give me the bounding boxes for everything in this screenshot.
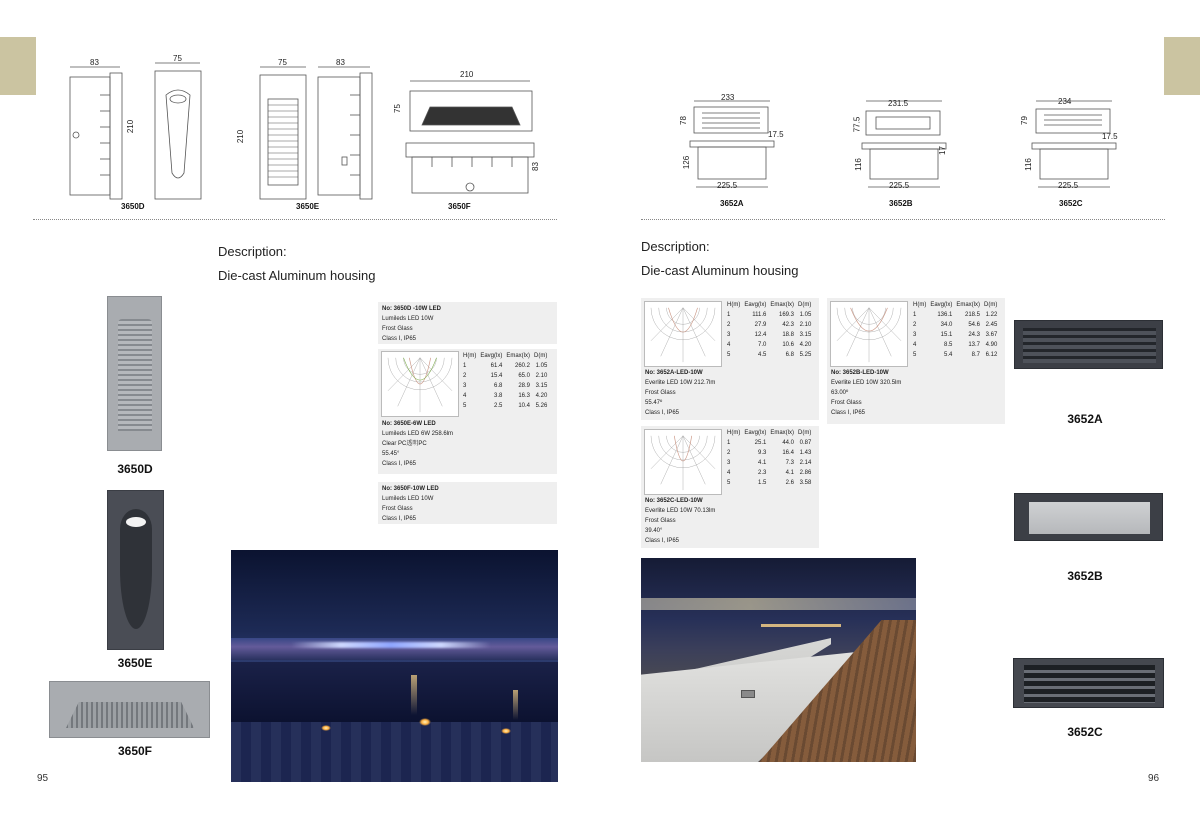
spec-box-3652a: [641, 298, 819, 420]
table-row: 2 34.0 54.6 2.45: [913, 322, 998, 328]
dim-3652a-flange: 17.5: [768, 130, 784, 139]
table-header: D(m): [984, 302, 998, 308]
page-number-right: 96: [1148, 773, 1160, 784]
description-right: [641, 235, 799, 283]
photometric-table-3652a: [725, 300, 813, 360]
louver-grille: [1024, 665, 1155, 703]
table-header: H(m): [727, 302, 741, 308]
dim-3650d-width: 83: [90, 58, 99, 67]
dim-3652a-height: 78: [678, 116, 688, 125]
product-image-3652a: [1014, 320, 1163, 369]
table-row: 3 15.1 24.3 3.67: [913, 332, 998, 338]
table-header: Eavg(lx): [744, 430, 767, 436]
dim-3650e-height: 210: [236, 129, 246, 144]
spec-line: 39.40°: [645, 528, 663, 534]
divider-left: [33, 219, 557, 220]
table-row: 5 5.4 8.7 6.12: [913, 352, 998, 358]
table-header: Eavg(lx): [930, 302, 953, 308]
description-body: Die-cast Aluminum housing: [641, 263, 799, 278]
frosted-glass-panel: [1029, 502, 1150, 534]
dim-3652b-top: 231.5: [888, 99, 909, 108]
led-lens: [126, 517, 146, 527]
product-caption-3652b: 3652B: [1067, 569, 1103, 583]
spec-line: Class I, IP65: [382, 336, 417, 342]
table-header: Emax(lx): [956, 302, 981, 308]
dim-3650f-width: 210: [460, 70, 474, 79]
spec-line: 55.45°: [382, 451, 400, 457]
spec-box-3650d: [378, 302, 557, 344]
spec-line: Class I, IP65: [645, 410, 680, 416]
dim-3652b-depth: 116: [853, 158, 863, 171]
page-number-left: 95: [37, 773, 49, 784]
spec-line: Frost Glass: [382, 506, 413, 512]
drawing-caption-3650e: 3650E: [296, 202, 320, 211]
spec-line: Frost Glass: [831, 400, 862, 406]
dim-3652a-depth: 126: [682, 155, 692, 170]
table-header: Eavg(lx): [744, 302, 767, 308]
drawing-caption-3650f: 3650F: [448, 202, 471, 211]
spec-line: Frost Glass: [645, 518, 676, 524]
table-header: Emax(lx): [506, 353, 531, 359]
dim-3650f-height: 75: [392, 104, 402, 113]
spec-line: Everlite LED 10W 320.5lm: [831, 380, 902, 386]
product-caption-3650e: 3650E: [117, 656, 153, 670]
table-header: Eavg(lx): [480, 353, 503, 359]
table-row: 4 2.3 4.1 2.86: [727, 470, 812, 476]
page-tab-right: [1164, 37, 1200, 95]
spec-line: Lumileds LED 10W: [382, 316, 434, 322]
photometric-diagram: [830, 301, 908, 367]
louver-grille: [66, 702, 194, 728]
photo-rooftop-deck: [641, 558, 916, 762]
description-title: Description:: [641, 239, 710, 254]
technical-drawings-3652: [680, 95, 1130, 195]
spec-line: 55.47º: [645, 400, 663, 406]
table-row: 4 7.0 10.6 4.20: [727, 342, 812, 348]
spec-text-3652c: [645, 496, 715, 546]
product-image-3652c: [1013, 658, 1164, 708]
page-tab-left: [0, 37, 36, 95]
table-row: 4 3.8 16.3 4.20: [463, 393, 548, 399]
description-body: Die-cast Aluminum housing: [218, 268, 376, 283]
spec-line: Everlite LED 10W 212.7lm: [645, 380, 716, 386]
spec-box-3652b: [827, 298, 1005, 424]
table-header: Emax(lx): [770, 430, 795, 436]
spec-box-3650e: [378, 349, 557, 474]
table-row: 1 61.4 260.2 1.05: [463, 363, 548, 369]
spec-line: No: 3650D -10W LED: [382, 306, 442, 312]
table-header: H(m): [727, 430, 741, 436]
dim-3652c-top: 234: [1058, 97, 1072, 106]
table-row: 5 4.5 6.8 5.25: [727, 352, 812, 358]
table-header: D(m): [798, 430, 812, 436]
spec-line: 63.00º: [831, 390, 849, 396]
table-row: 2 9.3 16.4 1.43: [727, 450, 812, 456]
spec-line: Lumileds LED 10W: [382, 496, 434, 502]
table-row: 2 15.4 65.0 2.10: [463, 373, 548, 379]
photo-night-harbor: [231, 550, 558, 782]
dim-3650f-depth: 83: [530, 162, 540, 171]
spec-text-3652a: [645, 368, 715, 418]
spec-line: Lumileds LED 6W 258.6lm: [382, 431, 454, 437]
photometric-diagram: [644, 301, 722, 367]
drawing-caption-3652c: 3652C: [1059, 199, 1083, 208]
product-image-3650d: [107, 296, 162, 451]
dim-3650d-height: 210: [126, 119, 136, 134]
spec-line: Class I, IP65: [382, 461, 417, 467]
description-title: Description:: [218, 244, 287, 259]
table-row: 5 2.5 10.4 5.26: [463, 403, 548, 409]
table-row: 5 1.5 2.6 3.58: [727, 480, 812, 486]
dim-3652b-bottom: 225.5: [889, 181, 910, 190]
photometric-table-3652c: [725, 428, 813, 488]
spec-line: Class I, IP65: [831, 410, 866, 416]
drawing-caption-3652b: 3652B: [889, 199, 913, 208]
spec-line: Frost Glass: [382, 326, 413, 332]
spec-line: No: 3652A-LED-10W: [645, 370, 703, 376]
description-left: [218, 240, 376, 288]
table-row: 2 27.9 42.3 2.10: [727, 322, 812, 328]
spec-line: Everlite LED 10W 70.13lm: [645, 508, 716, 514]
table-row: 1 111.6 169.3 1.05: [727, 312, 812, 318]
dim-3652c-depth: 116: [1023, 158, 1033, 171]
spec-box-3650f: [378, 482, 557, 524]
table-row: 1 25.1 44.0 0.87: [727, 440, 812, 446]
spec-text-3652b: [831, 368, 901, 418]
spec-line: Class I, IP65: [382, 516, 417, 522]
spec-line: No: 3652B-LED-10W: [831, 370, 889, 376]
dim-3652c-flange: 17.5: [1102, 132, 1118, 141]
table-header: H(m): [463, 353, 477, 359]
dim-3652b-flange: 17: [937, 146, 947, 155]
spec-line: No: 3650E-6W LED: [382, 421, 436, 427]
table-row: 3 4.1 7.3 2.14: [727, 460, 812, 466]
photometric-diagram: [381, 351, 459, 417]
table-header: H(m): [913, 302, 927, 308]
spec-text-3650e: [382, 419, 453, 469]
spec-line: Clear PC透明PC: [382, 441, 427, 447]
wall-light-fixture: [741, 690, 755, 698]
table-row: 1 136.1 218.5 1.22: [913, 312, 998, 318]
dim-3652a-top: 233: [721, 93, 735, 102]
dim-3652b-height: 77.5: [852, 116, 862, 133]
product-caption-3652c: 3652C: [1067, 725, 1103, 739]
spec-line: No: 3650F-10W LED: [382, 486, 439, 492]
spec-line: Class I, IP65: [645, 538, 680, 544]
photometric-table-3650e: [461, 351, 549, 411]
product-caption-3652a: 3652A: [1067, 412, 1103, 426]
table-header: D(m): [534, 353, 548, 359]
dim-3652c-bottom: 225.5: [1058, 181, 1079, 190]
reflector-recess: [120, 509, 152, 629]
table-row: 4 8.5 13.7 4.90: [913, 342, 998, 348]
louver-grille: [118, 319, 152, 431]
spec-line: Frost Glass: [645, 390, 676, 396]
divider-right: [641, 219, 1165, 220]
spec-line: No: 3652C-LED-10W: [645, 498, 703, 504]
drawing-caption-3650d: 3650D: [121, 202, 145, 211]
product-caption-3650f: 3650F: [117, 744, 153, 758]
photometric-diagram: [644, 429, 722, 495]
photometric-table-3652b: [911, 300, 999, 360]
dim-3652a-bottom: 225.5: [717, 181, 738, 190]
product-image-3652b: [1014, 493, 1163, 541]
dim-3650e-side: 83: [336, 58, 345, 67]
dim-3652c-height: 79: [1019, 116, 1029, 125]
product-caption-3650d: 3650D: [117, 462, 153, 476]
drawing-caption-3652a: 3652A: [720, 199, 744, 208]
product-image-3650e: [107, 490, 164, 650]
table-row: 3 12.4 18.8 3.15: [727, 332, 812, 338]
technical-drawings-3650: [60, 55, 550, 215]
table-header: Emax(lx): [770, 302, 795, 308]
table-row: 3 6.8 28.9 3.15: [463, 383, 548, 389]
table-header: D(m): [798, 302, 812, 308]
louver-grille: [1023, 328, 1156, 363]
dim-3650e-width: 75: [278, 58, 287, 67]
dim-3650d-front-width: 75: [173, 54, 182, 63]
spec-box-3652c: [641, 426, 819, 548]
product-image-3650f: [49, 681, 210, 738]
